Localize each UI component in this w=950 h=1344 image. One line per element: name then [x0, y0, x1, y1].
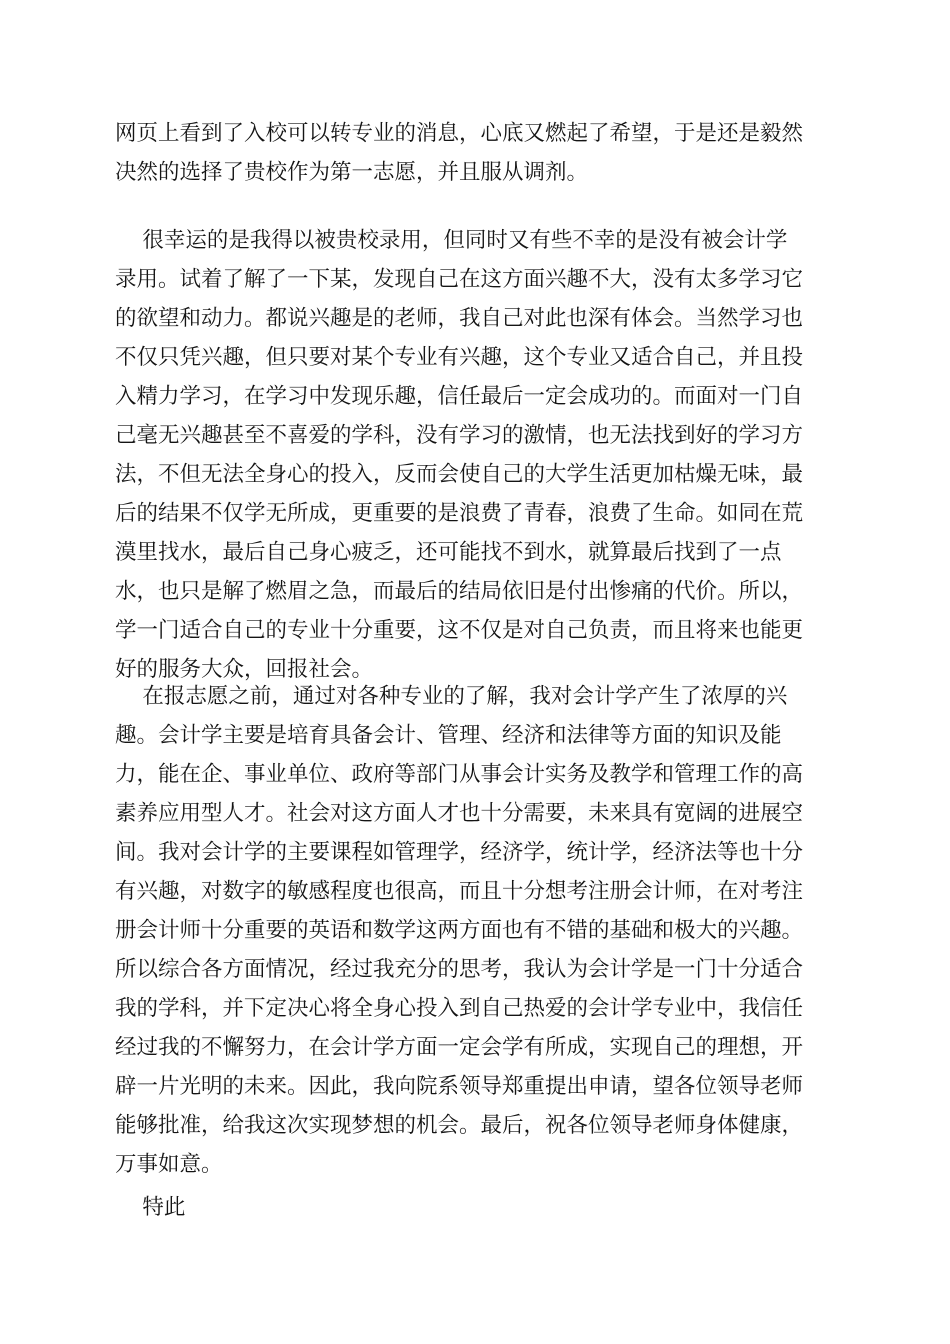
text-line: 录用。试着了解了一下某，发现自己在这方面兴趣不大，没有太多学习它 — [115, 267, 804, 292]
text-line: 漠里找水，最后自己身心疲乏，还可能找不到水，就算最后找到了一点 — [115, 540, 782, 565]
text-line: 册会计师十分重要的英语和数学这两方面也有不错的基础和极大的兴趣。 — [115, 918, 804, 943]
text-line: 素养应用型人才。社会对这方面人才也十分需要，未来具有宽阔的进展空 — [115, 801, 804, 826]
text-line: 的欲望和动力。都说兴趣是的老师，我自己对此也深有体会。当然学习也 — [115, 306, 804, 331]
text-line: 决然的选择了贵校作为第一志愿，并且服从调剂。 — [115, 160, 589, 185]
text-line: 力，能在企、事业单位、政府等部门从事会计实务及教学和管理工作的高 — [115, 762, 804, 787]
text-line: 网页上看到了入校可以转专业的消息，心底又燃起了希望，于是还是毅然 — [115, 121, 804, 146]
text-line: 法，不但无法全身心的投入，反而会使自己的大学生活更加枯燥无味，最 — [115, 462, 804, 487]
paragraph-4 — [115, 1188, 835, 1227]
text-line: 在报志愿之前，通过对各种专业的了解，我对会计学产生了浓厚的兴 — [115, 684, 788, 709]
text-line: 很幸运的是我得以被贵校录用，但同时又有些不幸的是没有被会计学 — [115, 228, 788, 253]
text-line: 特此 — [115, 1195, 186, 1220]
text-line: 己毫无兴趣甚至不喜爱的学科，没有学习的激情，也无法找到好的学习方 — [115, 423, 804, 448]
text-line: 间。我对会计学的主要课程如管理学，经济学，统计学，经济法等也十分 — [115, 840, 804, 865]
text-line: 入精力学习，在学习中发现乐趣，信任最后一定会成功的。而面对一门自 — [115, 384, 804, 409]
text-line: 经过我的不懈努力，在会计学方面一定会学有所成，实现自己的理想，开 — [115, 1035, 804, 1060]
paragraph-1 — [115, 114, 835, 192]
text-line: 能够批准，给我这次实现梦想的机会。最后，祝各位领导老师身体健康， — [115, 1113, 804, 1138]
text-line: 不仅只凭兴趣，但只要对某个专业有兴趣，这个专业又适合自己，并且投 — [115, 345, 804, 370]
text-line: 好的服务大众，回报社会。 — [115, 657, 374, 682]
text-line: 学一门适合自己的专业十分重要，这不仅是对自己负责，而且将来也能更 — [115, 618, 804, 643]
text-line: 有兴趣，对数字的敏感程度也很高，而且十分想考注册会计师，在对考注 — [115, 879, 804, 904]
text-line: 趣。会计学主要是培育具备会计、管理、经济和法律等方面的知识及能 — [115, 723, 782, 748]
text-line: 万事如意。 — [115, 1152, 223, 1177]
text-line: 后的结果不仅学无所成，更重要的是浪费了青春，浪费了生命。如同在荒 — [115, 501, 804, 526]
text-line: 水，也只是解了燃眉之急，而最后的结局依旧是付出惨痛的代价。所以， — [115, 579, 804, 604]
paragraph-3 — [115, 677, 835, 1184]
paragraph-2 — [115, 221, 835, 689]
text-line: 我的学科，并下定决心将全身心投入到自己热爱的会计学专业中，我信任 — [115, 996, 804, 1021]
text-line: 所以综合各方面情况，经过我充分的思考，我认为会计学是一门十分适合 — [115, 957, 804, 982]
text-line: 辟一片光明的未来。因此，我向院系领导郑重提出申请，望各位领导老师 — [115, 1074, 804, 1099]
